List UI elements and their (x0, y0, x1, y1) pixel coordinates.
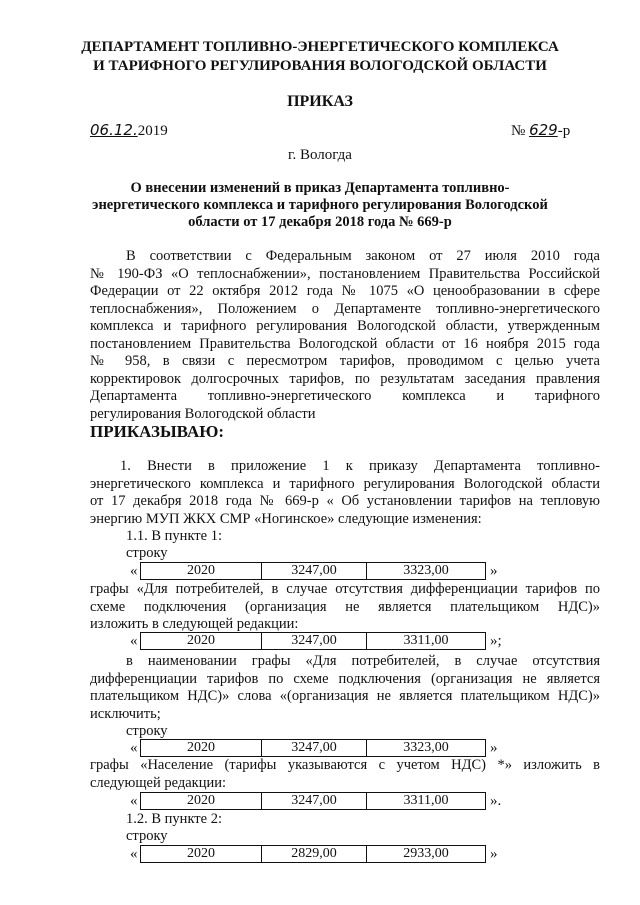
tariff-cell-1: 3247,00 (262, 740, 367, 756)
doc-type-title: ПРИКАЗ (287, 93, 353, 110)
subject-line: области от 17 декабря 2018 года № 669-р (188, 214, 452, 230)
year-cell: 2020 (141, 846, 262, 862)
city: г. Вологда (288, 147, 352, 163)
department-name-line1: ДЕПАРТАМЕНТ ТОПЛИВНО-ЭНЕРГЕТИЧЕСКОГО КОМПЛЕКСА (81, 39, 559, 55)
order-date (90, 121, 168, 140)
naim-line: плательщиком НДС)» слова «(организация не является плательщиком НДС)» (90, 688, 600, 704)
preamble-line: регулирования Вологодской области (90, 405, 316, 422)
stroku-label: строку (126, 828, 168, 844)
graf2-line: графы «Население (тарифы указываются с учетом НДС) *» изложить в (90, 757, 600, 773)
tariff-row (140, 632, 486, 650)
close-quote: » (490, 740, 498, 756)
preamble-line: № 190-ФЗ «О теплоснабжении», постановлением Правительства Российской (90, 265, 600, 282)
department-name-line2: И ТАРИФНОГО РЕГУЛИРОВАНИЯ ВОЛОГОДСКОЙ ОБЛАСТИ (93, 58, 547, 74)
item1-line: 1. Внести в приложение 1 к приказу Департамента топливно- (120, 458, 600, 474)
close-quote: »; (490, 633, 502, 649)
naim-line: дифференциации тарифов по схеме подключения (организация не является (90, 670, 600, 687)
tariff-cell-2: 3323,00 (403, 740, 449, 755)
item1-line: энергетического комплекса и тарифного регулирования Вологодской области (90, 475, 600, 492)
graf2-line: следующей редакции: (90, 774, 227, 791)
date-handwritten: 06.12. (90, 121, 138, 139)
preamble-line: теплоснабжения», Положением о Департаменте топливно-энергетического (90, 300, 600, 317)
close-quote: » (490, 563, 498, 579)
close-quote: » (490, 846, 498, 862)
subject-line: О внесении изменений в приказ Департамента топливно- (130, 180, 510, 196)
close-quote: ». (490, 793, 502, 809)
tariff-row (140, 792, 486, 810)
tariff-cell-1: 3247,00 (262, 563, 367, 579)
preamble (90, 248, 600, 423)
tariff-cell-1: 3247,00 (262, 633, 367, 649)
preamble-line: № 958, в связи с пересмотром тарифов, проводимом с целью учета (90, 353, 600, 369)
open-quote: « (130, 793, 138, 809)
tariff-cell-2: 3311,00 (403, 793, 449, 808)
preamble-line: Федерации от 22 октября 2012 года № 1075 «О ценообразовании в сфере (90, 283, 600, 299)
item1-line: от 17 декабря 2018 года № 669-р « Об установлении тарифов на тепловую (90, 493, 600, 509)
preamble-line: Департамента топливно-энергетического комплекса и тарифного (90, 388, 600, 404)
order-number (511, 121, 570, 140)
tariff-cell-1: 2829,00 (262, 846, 367, 862)
graf1-line: графы «Для потребителей, в случае отсутствия дифференциации тарифов по (90, 581, 600, 597)
number-handwritten: 629 (529, 121, 558, 139)
item1-text (90, 458, 600, 528)
year-cell: 2020 (141, 793, 262, 809)
stroku-label: строку (126, 545, 168, 561)
item1-line: энергию МУП ЖКХ СМР «Ногинское» следующие изменения: (90, 510, 482, 527)
year-cell: 2020 (141, 563, 262, 579)
preamble-line: постановлением Правительства Вологодской области от 16 ноября 2015 года (90, 335, 600, 352)
naim-line: исключить; (90, 705, 161, 722)
preamble-line: корректировок долгосрочных тарифов, по результатам заседания правления (90, 370, 600, 387)
stroku-label: строку (126, 723, 168, 739)
open-quote: « (130, 740, 138, 756)
subitem-1-1: 1.1. В пункте 1: (126, 528, 222, 544)
tariff-cell-2: 2933,00 (403, 846, 449, 861)
subject-line: энергетического комплекса и тарифного регулирования Вологодской (92, 197, 548, 213)
number-prefix: № (511, 123, 526, 139)
open-quote: « (130, 846, 138, 862)
number-suffix: -р (557, 123, 571, 139)
tariff-row (140, 845, 486, 863)
naim-line: в наименовании графы «Для потребителей, в случае отсутствия (126, 653, 600, 669)
preamble-line: В соответствии с Федеральным законом от 27 июля 2010 года (126, 248, 600, 264)
order-subject (0, 180, 640, 231)
year-cell: 2020 (141, 633, 262, 649)
graf1-line: изложить в следующей редакции: (90, 616, 299, 632)
open-quote: « (130, 633, 138, 649)
subitem-1-2: 1.2. В пункте 2: (126, 811, 222, 827)
tariff-row (140, 739, 486, 757)
order-word: ПРИКАЗЫВАЮ: (90, 422, 225, 441)
preamble-line: комплекса и тарифного регулирования Вологодской области, утвержденным (90, 318, 600, 334)
graf1-text (90, 581, 600, 634)
graf2-text (90, 757, 600, 792)
tariff-row (140, 562, 486, 580)
tariff-cell-2: 3311,00 (403, 633, 449, 648)
graf1-line: схеме подключения (организация не является плательщиком НДС)» (90, 598, 600, 615)
tariff-cell-2: 3323,00 (403, 563, 449, 578)
date-year: 2019 (137, 123, 168, 139)
open-quote: « (130, 563, 138, 579)
tariff-cell-1: 3247,00 (262, 793, 367, 809)
year-cell: 2020 (141, 740, 262, 756)
naim-text (90, 653, 600, 723)
